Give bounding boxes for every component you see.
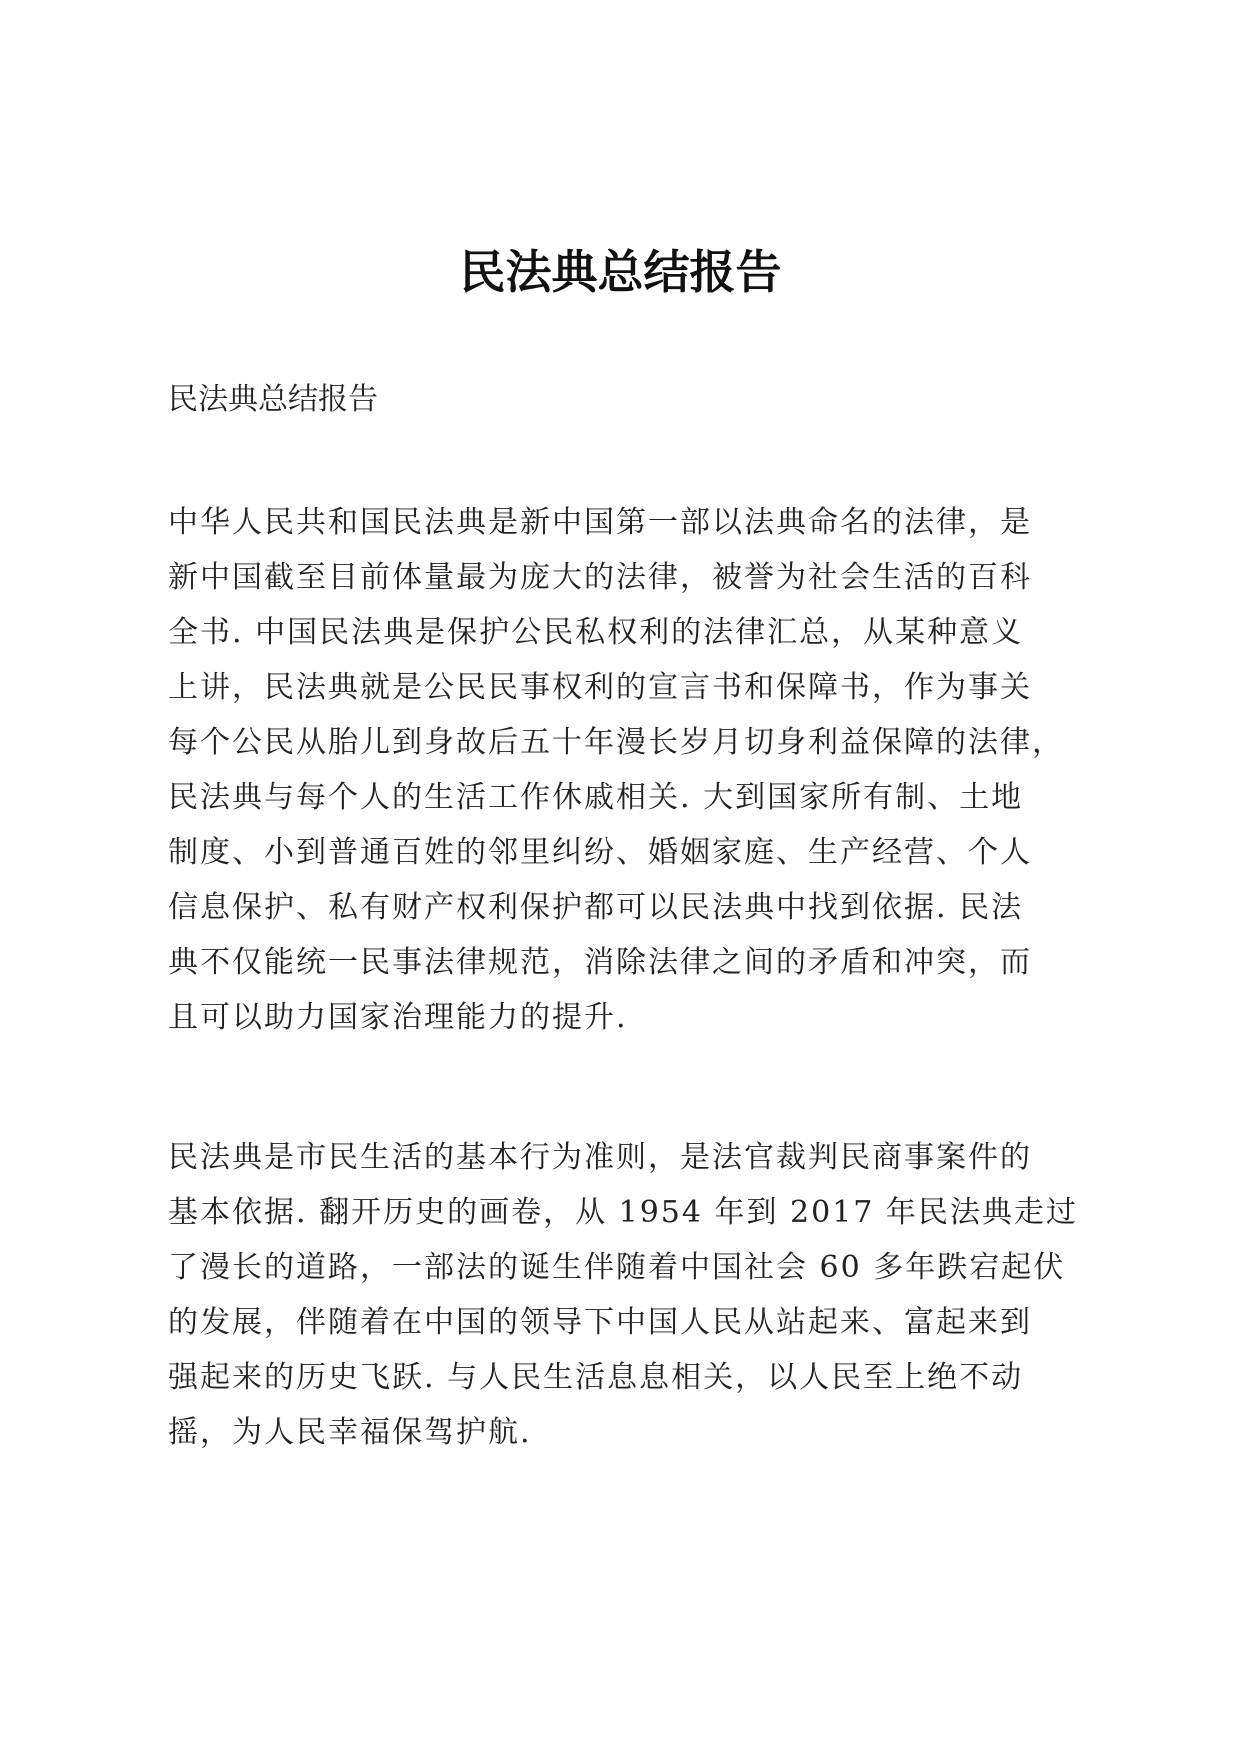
body-paragraph-2: 民法典是市民生活的基本行为准则，是法官裁判民商事案件的 基本依据. 翻开历史的画卷，从 1954 年到 2017 年民法典走过 了漫长的道路，一部法的诞生伴随着中国社会 60 多年跌宕起伏 的发展，伴随着在中国的领导下中国人民从站起来、富起来到 强起来的历史飞跃. 与人民生活息息相关，以人民至上绝不动 摇，为人民幸福保驾护航. [168,1140,1078,1450]
body-paragraph-1: 中华人民共和国民法典是新中国第一部以法典命名的法律，是 新中国截至目前体量最为庞大的法律，被誉为社会生活的百科 全书. 中国民法典是保护公民私权利的法律汇总，从某种意义 上讲，民法典就是公民民事权利的宣言书和保障书，作为事关 每个公民从胎儿到身故后五十年漫长岁月切身利益保障的法律， 民法典与每个人的生活工作休戚相关. 大到国家所有制、土地 制度、小到普通百姓的邻里纠纷、婚姻家庭、生产经营、个人 信息保护、私有财产权利保护都可以民法典中找到依据. 民法 典不仅能统一民事法律规范，消除法律之间的矛盾和冲突，而 且可以助力国家治理能力的提升. [168,505,1064,1035]
document-title: 民法典总结报告 [459,245,782,299]
document-subtitle: 民法典总结报告 [168,382,378,417]
